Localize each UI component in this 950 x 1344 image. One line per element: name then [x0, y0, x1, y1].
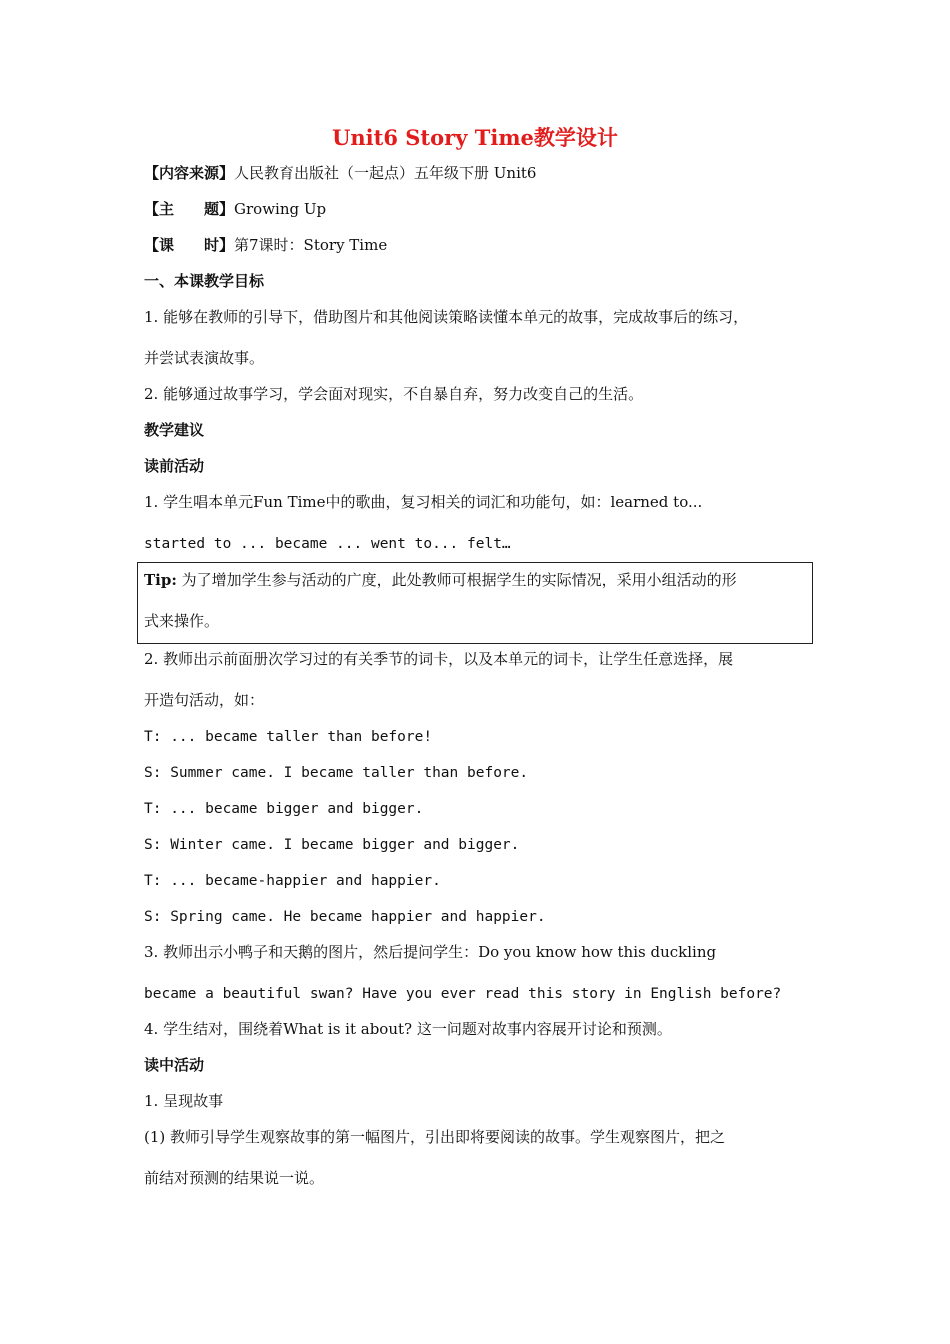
while1: 1. 呈现故事: [144, 1092, 224, 1110]
pre2-line2: 开造句活动，如：: [144, 691, 265, 709]
dialogue-line: T: ... became-happier and happier.: [144, 873, 441, 889]
dialogue-line: S: Summer came. I became taller than before.: [144, 765, 529, 781]
meta-topic-value: Growing Up: [234, 200, 327, 218]
goal1-line2: 并尝试表演故事。: [144, 349, 265, 367]
tip-text: 为了增加学生参与活动的广度，此处教师可根据学生的实际情况，采用小组活动的形: [176, 571, 737, 589]
meta-source: [144, 163, 536, 183]
meta-period-label: 【课 时】: [144, 236, 235, 254]
goal2: 2. 能够通过故事学习，学会面对现实，不自暴自弃，努力改变自己的生活。: [144, 385, 644, 403]
pre1-line2: started to ... became ... went to... felt…: [144, 536, 511, 552]
dialogue-line: S: Winter came. I became bigger and bigger.: [144, 837, 520, 853]
pre-reading-heading: 读前活动: [144, 457, 205, 475]
meta-source-label: 【内容来源】: [144, 164, 235, 182]
while1a-line2: 前结对预测的结果说一说。: [144, 1169, 325, 1187]
goal1-line1: 1. 能够在教师的引导下，借助图片和其他阅读策略读懂本单元的故事，完成故事后的练习，: [144, 308, 749, 326]
meta-period: [144, 235, 387, 255]
dialogue-line: T: ... became bigger and bigger.: [144, 801, 424, 817]
tip-line2: 式来操作。: [144, 612, 220, 630]
pre2-line1: 2. 教师出示前面册次学习过的有关季节的词卡，以及本单元的词卡，让学生任意选择，展: [144, 650, 734, 668]
pre3-line1: 3. 教师出示小鸭子和天鹅的图片，然后提问学生：Do you know how this duckling: [144, 943, 717, 961]
advice-heading: 教学建议: [144, 421, 205, 439]
document-title: Unit6 Story Time教学设计: [332, 125, 618, 150]
dialogue-line: T: ... became taller than before!: [144, 729, 433, 745]
meta-source-value: 人民教育出版社（一起点）五年级下册 Unit6: [234, 164, 537, 182]
meta-topic: [144, 199, 326, 219]
while1a-line1: (1) 教师引导学生观察故事的第一幅图片，引出即将要阅读的故事。学生观察图片，把之: [144, 1128, 726, 1146]
meta-period-value: 第7课时：Story Time: [234, 236, 388, 254]
pre4: 4. 学生结对，围绕着What is it about? 这一问题对故事内容展开讨论和预测。: [144, 1020, 672, 1038]
pre3-line2: became a beautiful swan? Have you ever read this story in English before?: [144, 986, 782, 1002]
meta-topic-label: 【主 题】: [144, 200, 235, 218]
tip-line1: [144, 570, 737, 590]
pre1-line1: 1. 学生唱本单元Fun Time中的歌曲，复习相关的词汇和功能句，如：learned to...: [144, 493, 703, 511]
dialogue-line: S: Spring came. He became happier and happier.: [144, 909, 546, 925]
while-reading-heading: 读中活动: [144, 1056, 205, 1074]
tip-label: Tip:: [144, 571, 177, 589]
section1-heading: 一、本课教学目标: [144, 272, 265, 290]
